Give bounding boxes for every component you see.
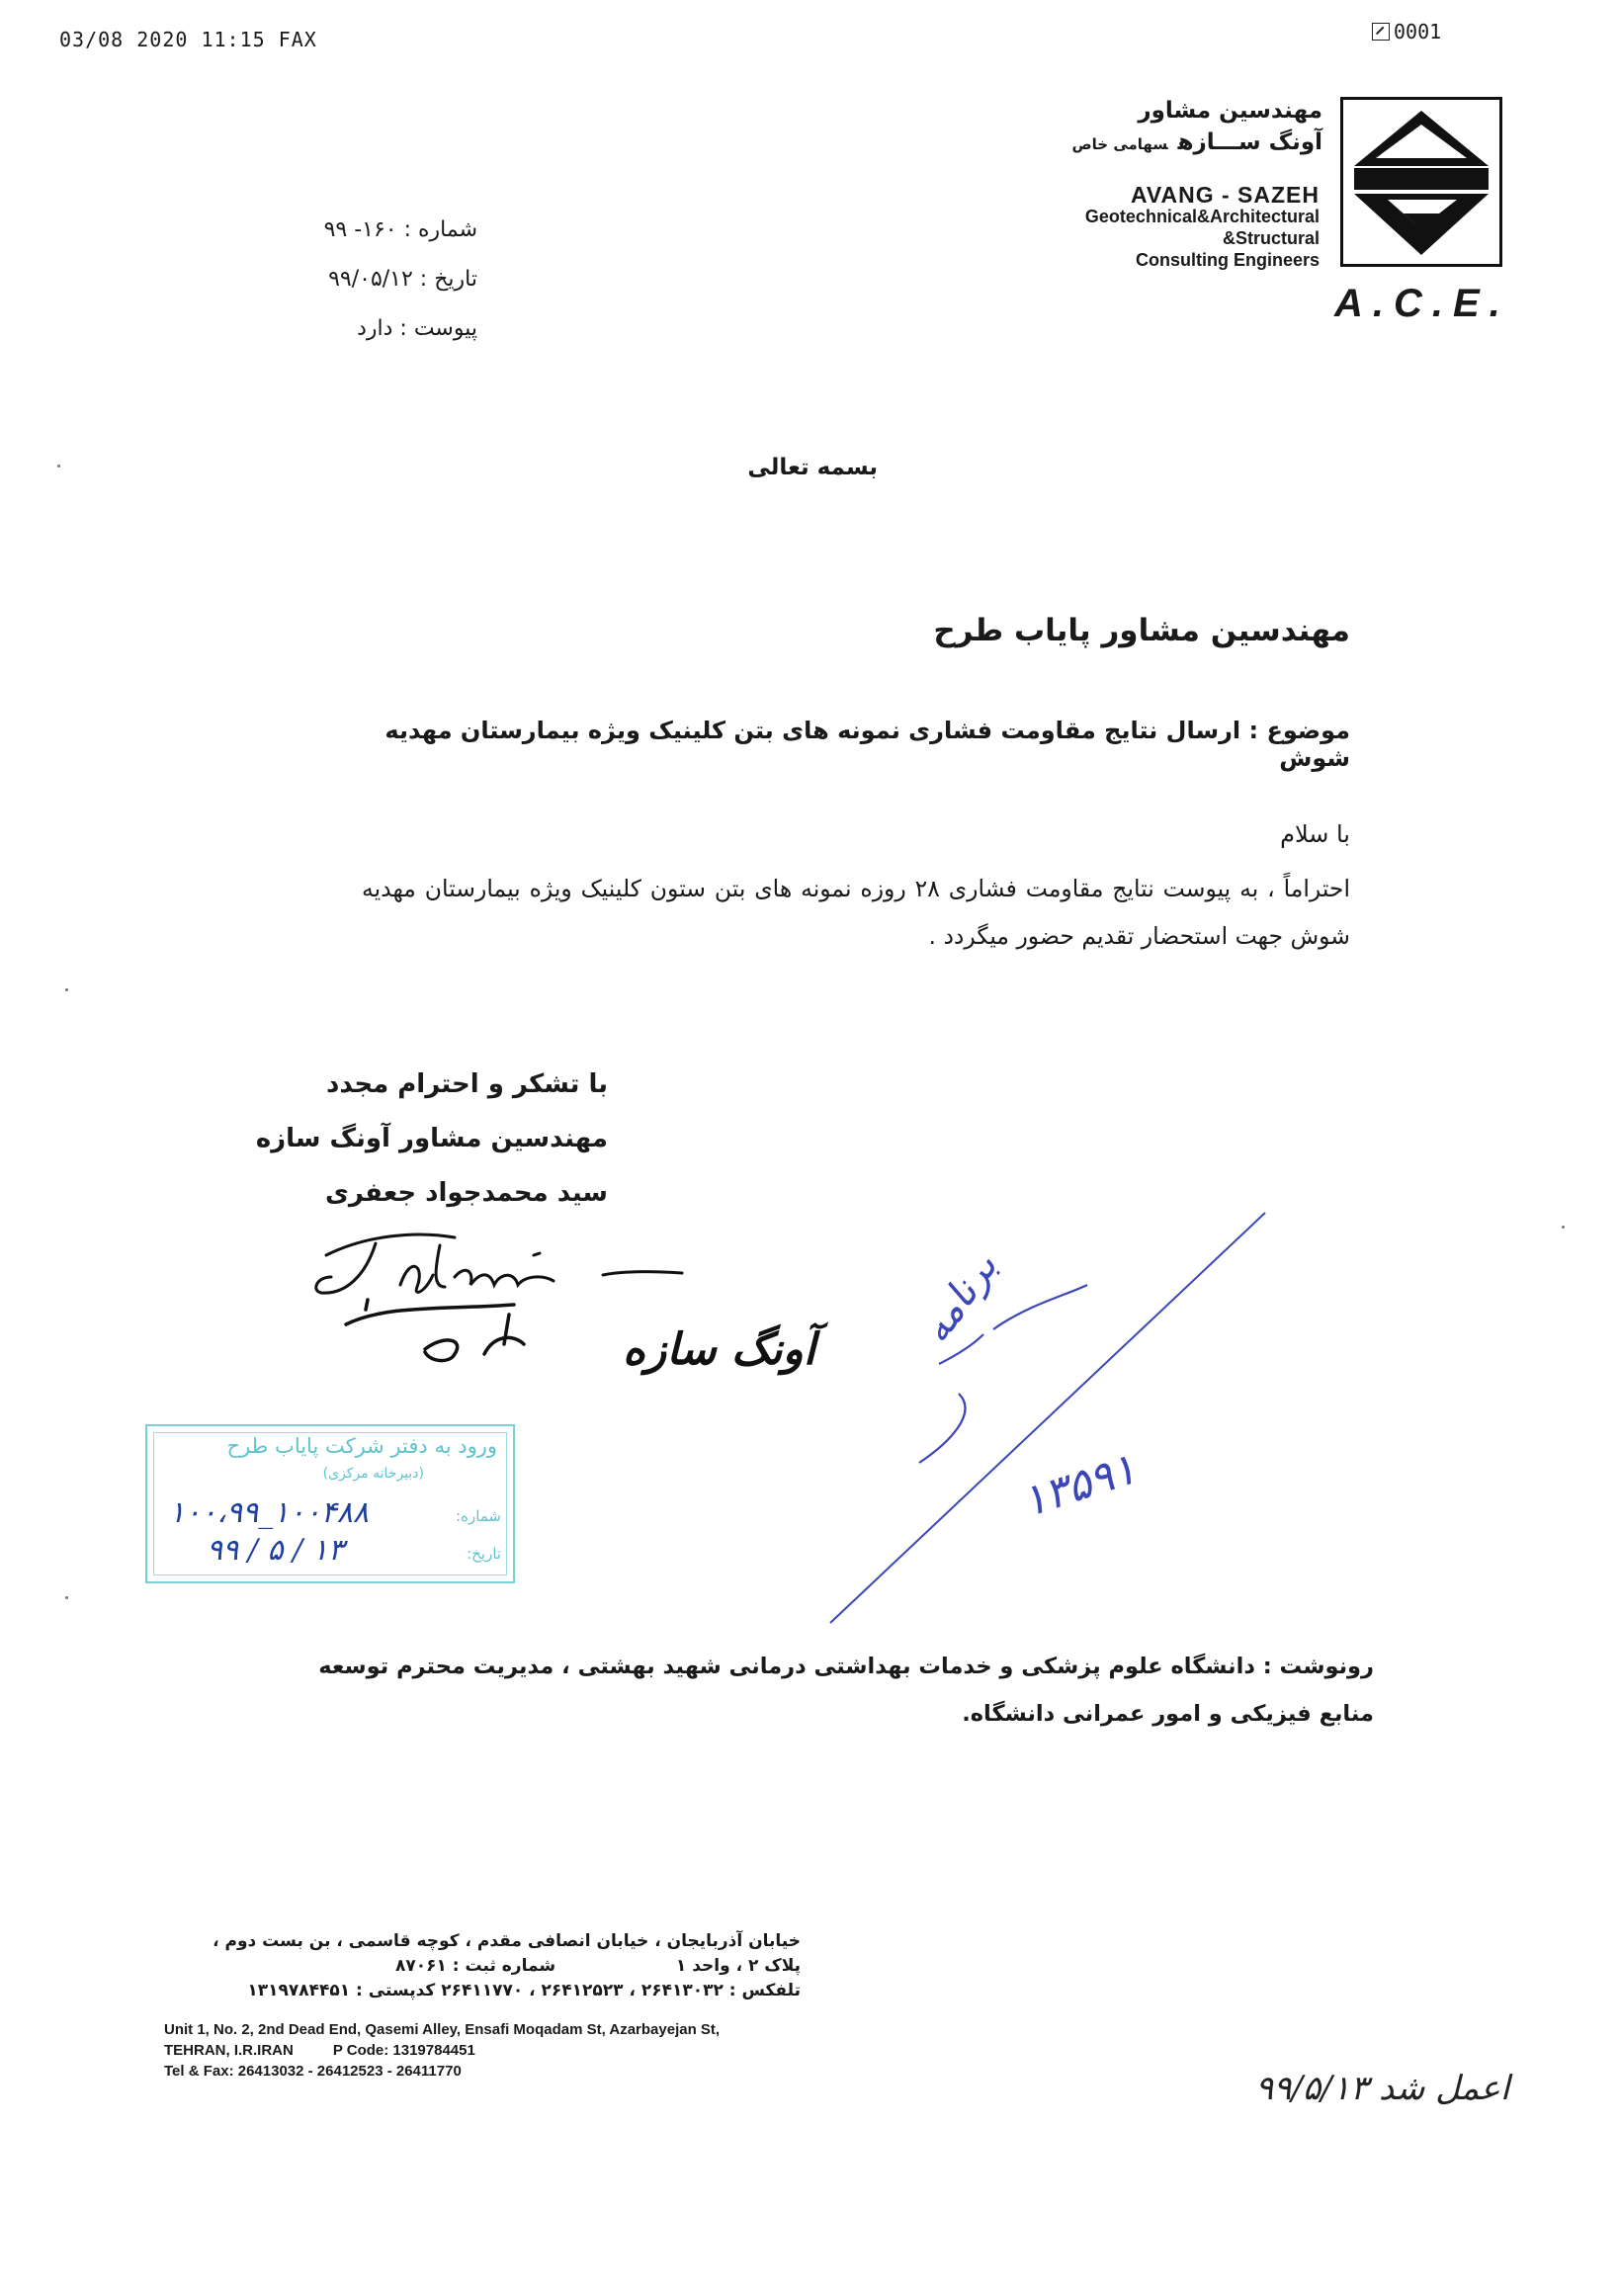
letter-meta [240,206,477,354]
company-abbreviation: A.C.E. [1334,282,1510,325]
footer-en-line1: Unit 1, No. 2, 2nd Dead End, Qasemi Alley, Ensafi Moqadam St, Azarbayejan St, [164,2021,721,2038]
stamp-number-label: شماره: [456,1507,501,1525]
annotation-number: ۱۳۵۹۱ [1015,1443,1143,1528]
company-name-en [993,184,1320,271]
closing-regards: با تشکر و احترام مجدد [325,1069,608,1099]
company-name-latin: AVANG - SAZEH [1130,182,1320,208]
letter-body: احتراماً ، به پیوست نتایج مقاومت فشاری ۲۸ روزه نمونه های بتن ستون کلینیک ویژه بیمارستان مهدیه شوش جهت استحضار تقدیم حضور میگردد . [362,875,1350,950]
stamp-title: ورود به دفتر شرکت پایاب طرح [226,1434,497,1458]
footer-address-fa [158,1929,801,2003]
fax-page-number [1372,20,1441,43]
handwritten-annotation [810,1117,1285,1631]
carbon-copy: رونوشت : دانشگاه علوم پزشکی و خدمات بهداشتی درمانی شهید بهشتی ، مدیریت محترم توسعه منابع فیزیکی و امور عمرانی دانشگاه. [318,1654,1374,1727]
company-desc-3: Consulting Engineers [1135,250,1320,270]
scan-speck [57,465,60,468]
stamp-date-value: ۹۹ / ۵ / ۱۳ [207,1533,344,1568]
annotation-note: برنامه [912,1244,1007,1352]
scan-speck [65,988,68,991]
stamp-subtitle: (دبیرخانه مرکزی) [322,1466,424,1482]
footer-en-phone: Tel & Fax: 26413032 - 26412523 - 26411770 [164,2063,462,2080]
company-logo [1340,97,1502,267]
greeting: با سلام [1280,820,1350,848]
closing-block [213,1058,608,1221]
letter-date: تاریخ : ۹۹/۰۵/۱۲ [328,267,477,292]
footer-en-postcode: P Code: 1319784451 [332,2042,475,2059]
stamp-number-value: ۱۰۰،۹۹_۱۰۰۴۸۸ [169,1495,369,1530]
closing-signatory: سید محمدجواد جعفری [324,1178,608,1208]
footer-fa-line3: تلفکس : ۲۶۴۱۳۰۳۲ ، ۲۶۴۱۲۵۲۳ ، ۲۶۴۱۱۷۷۰ کدپستی : ۱۳۱۹۷۸۴۴۵۱ [247,1981,801,2000]
stamp-date-label: تاریخ: [467,1545,501,1563]
letter-attachment: پیوست : دارد [357,316,477,341]
basmala: بسمه تعالی [747,455,878,480]
fax-header: 03/08 2020 11:15 FAX [59,28,317,51]
scan-speck [1562,1226,1565,1229]
company-desc-2: &Structural [1222,228,1320,248]
company-name-fa [996,95,1322,160]
subject-line: موضوع : ارسال نتایج مقاومت فشاری نمونه های بتن کلینیک ویژه بیمارستان مهدیه شوش [384,717,1350,772]
footer-en-city: TEHRAN, I.R.IRAN [164,2042,294,2059]
letter-number: شماره : ۱۶۰- ۹۹ [323,217,477,242]
recipient: مهندسین مشاور پایاب طرح [933,613,1350,648]
closing-company: مهندسین مشاور آونگ سازه [255,1124,608,1153]
company-title: مهندسین مشاور [1138,98,1322,124]
footer-fa-reg: شماره ثبت : ۸۷۰۶۱ [395,1956,556,1976]
footer-fa-line2: پلاک ۲ ، واحد ۱ [675,1956,801,1976]
signature-company-text: آونگ سازه [623,1324,815,1375]
footer-fa-line1: خیابان آذربایجان ، خیابان انصافی مقدم ، کوچه قاسمی ، بن بست دوم ، [213,1931,801,1951]
incoming-stamp [145,1424,515,1583]
scan-speck [65,1596,68,1599]
checkbox-icon [1372,23,1390,41]
company-type: سهامی خاص [1071,135,1168,153]
footer-address-en [164,2019,777,2082]
page-number: 0001 [1394,20,1442,43]
handwritten-signature [306,1216,815,1384]
company-desc-1: Geotechnical&Architectural [1084,207,1320,226]
company-name: آونگ ســـازه [1177,129,1322,155]
handwritten-receipt-note: اعمل شد ۹۹/۵/۱۳ [1255,2069,1510,2108]
